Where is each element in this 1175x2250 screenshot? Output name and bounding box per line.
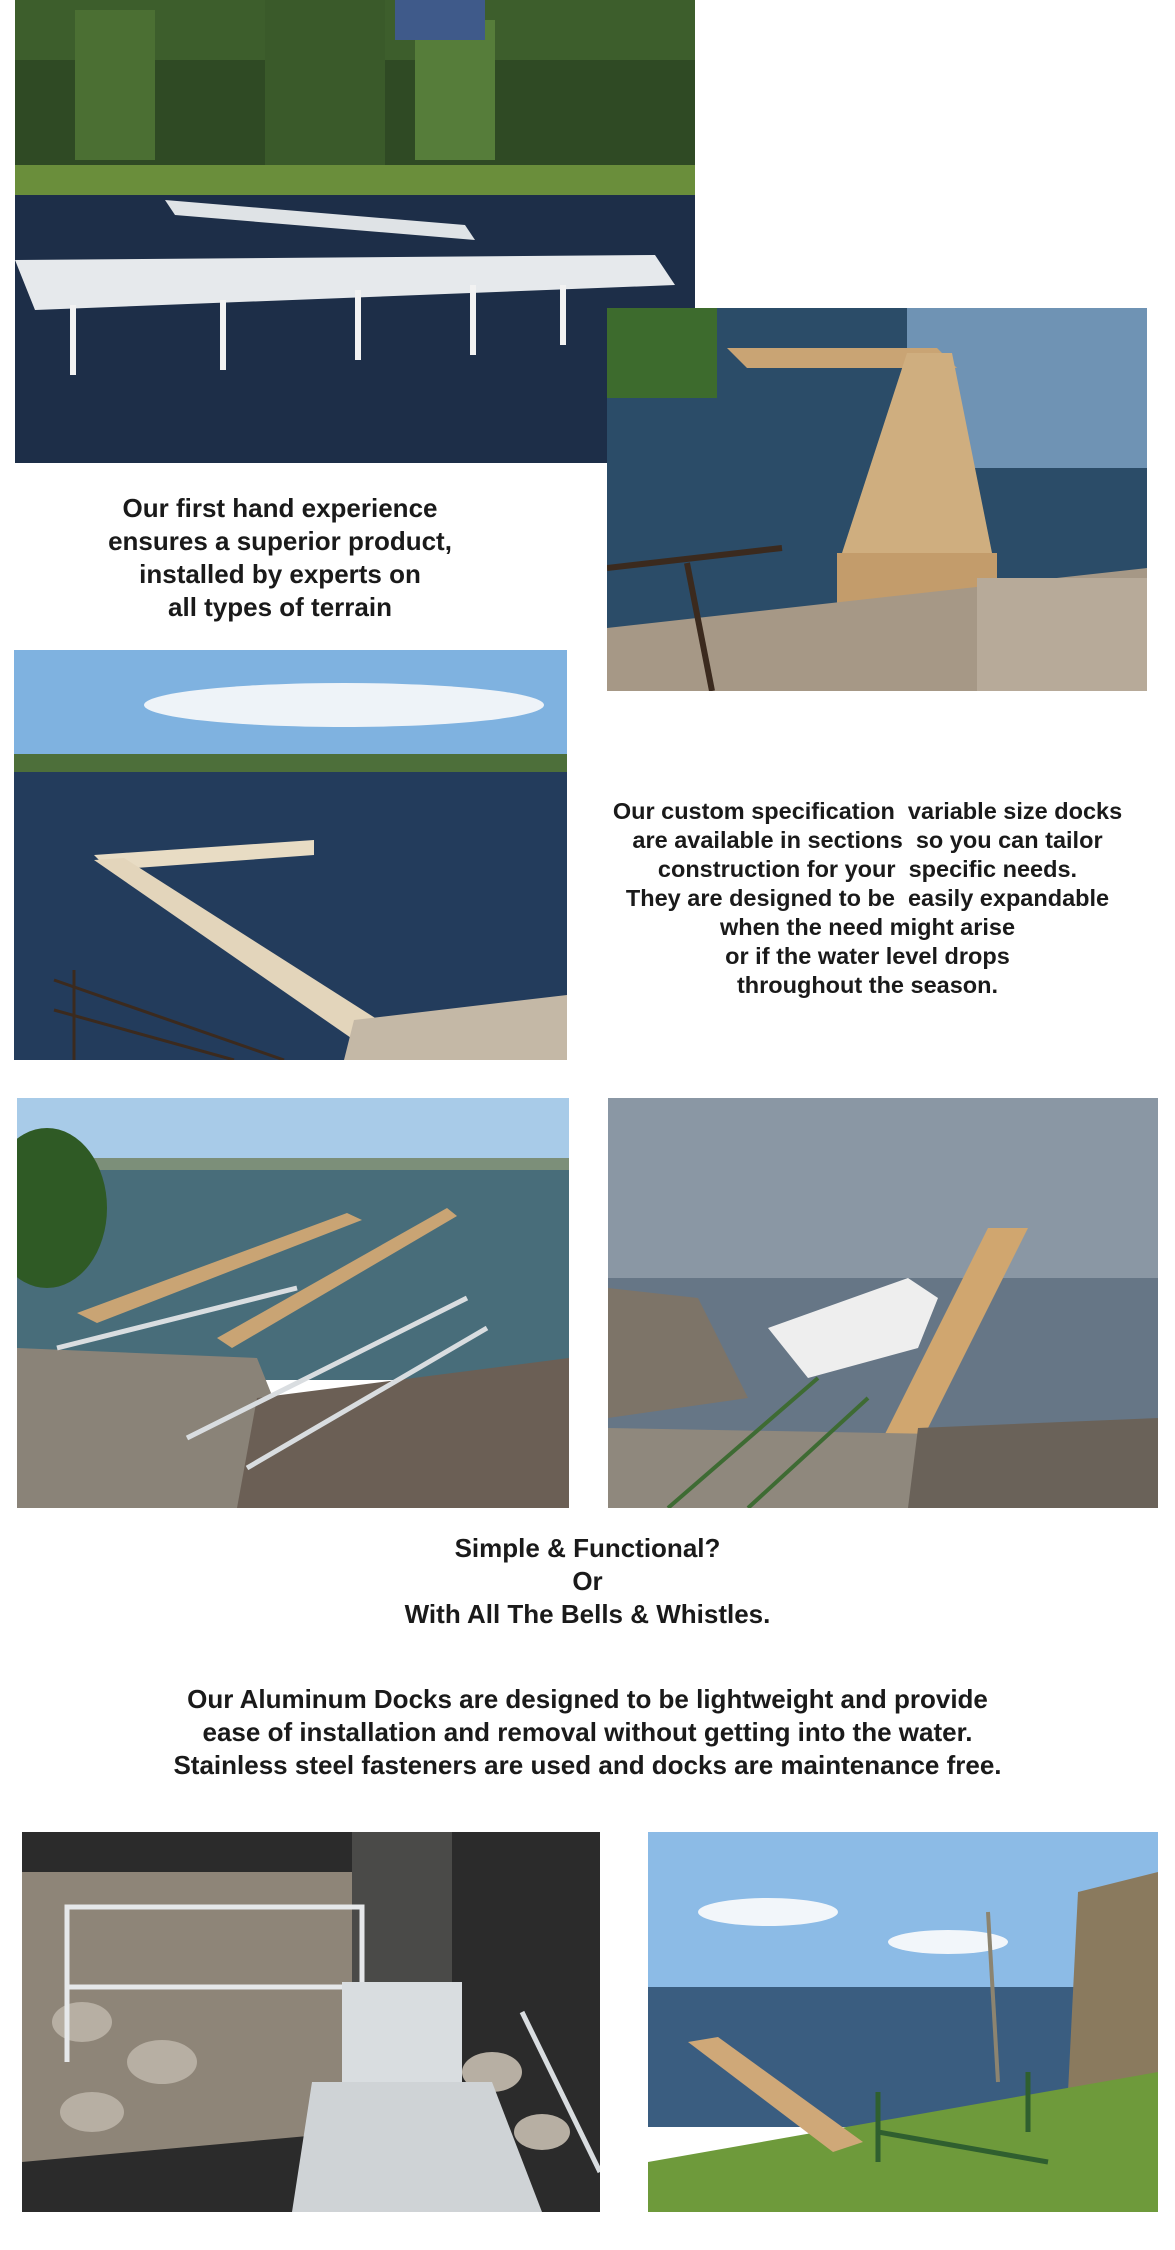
aluminum-text xyxy=(80,1683,1095,1782)
options-line: Simple & Functional? xyxy=(454,1533,721,1563)
custom-line: Our custom specification variable size docks xyxy=(612,798,1123,824)
photo-dock-stairs xyxy=(607,308,1147,691)
aluminum-line: Our Aluminum Docks are designed to be lightweight and provide xyxy=(187,1684,988,1714)
photo-dock-trees xyxy=(15,0,695,463)
options-line: Or xyxy=(572,1566,603,1596)
photo-aluminum-dock xyxy=(22,1832,600,2212)
intro-line: ensures a superior product, xyxy=(108,526,452,556)
custom-line: are available in sections so you can tailor xyxy=(632,827,1103,853)
photo-boat-lift xyxy=(608,1098,1158,1508)
photo-dock-lake xyxy=(14,650,567,1060)
aluminum-line: Stainless steel fasteners are used and docks are maintenance free. xyxy=(173,1750,1002,1780)
photo-docks-lifts xyxy=(17,1098,569,1508)
custom-spec-text xyxy=(570,797,1165,1000)
intro-line: Our first hand experience xyxy=(122,493,438,523)
intro-line: installed by experts on xyxy=(139,559,421,589)
custom-line: They are designed to be easily expandable xyxy=(625,885,1110,911)
photo-grassy-shore xyxy=(648,1832,1158,2212)
custom-line: construction for your specific needs. xyxy=(657,856,1078,882)
custom-line: when the need might arise xyxy=(719,914,1016,940)
intro-text xyxy=(30,492,530,624)
options-heading xyxy=(220,1532,955,1631)
custom-line: throughout the season. xyxy=(736,972,999,998)
custom-line: or if the water level drops xyxy=(725,943,1010,969)
options-line: With All The Bells & Whistles. xyxy=(404,1599,771,1629)
aluminum-line: ease of installation and removal without getting into the water. xyxy=(202,1717,973,1747)
intro-line: all types of terrain xyxy=(168,592,392,622)
